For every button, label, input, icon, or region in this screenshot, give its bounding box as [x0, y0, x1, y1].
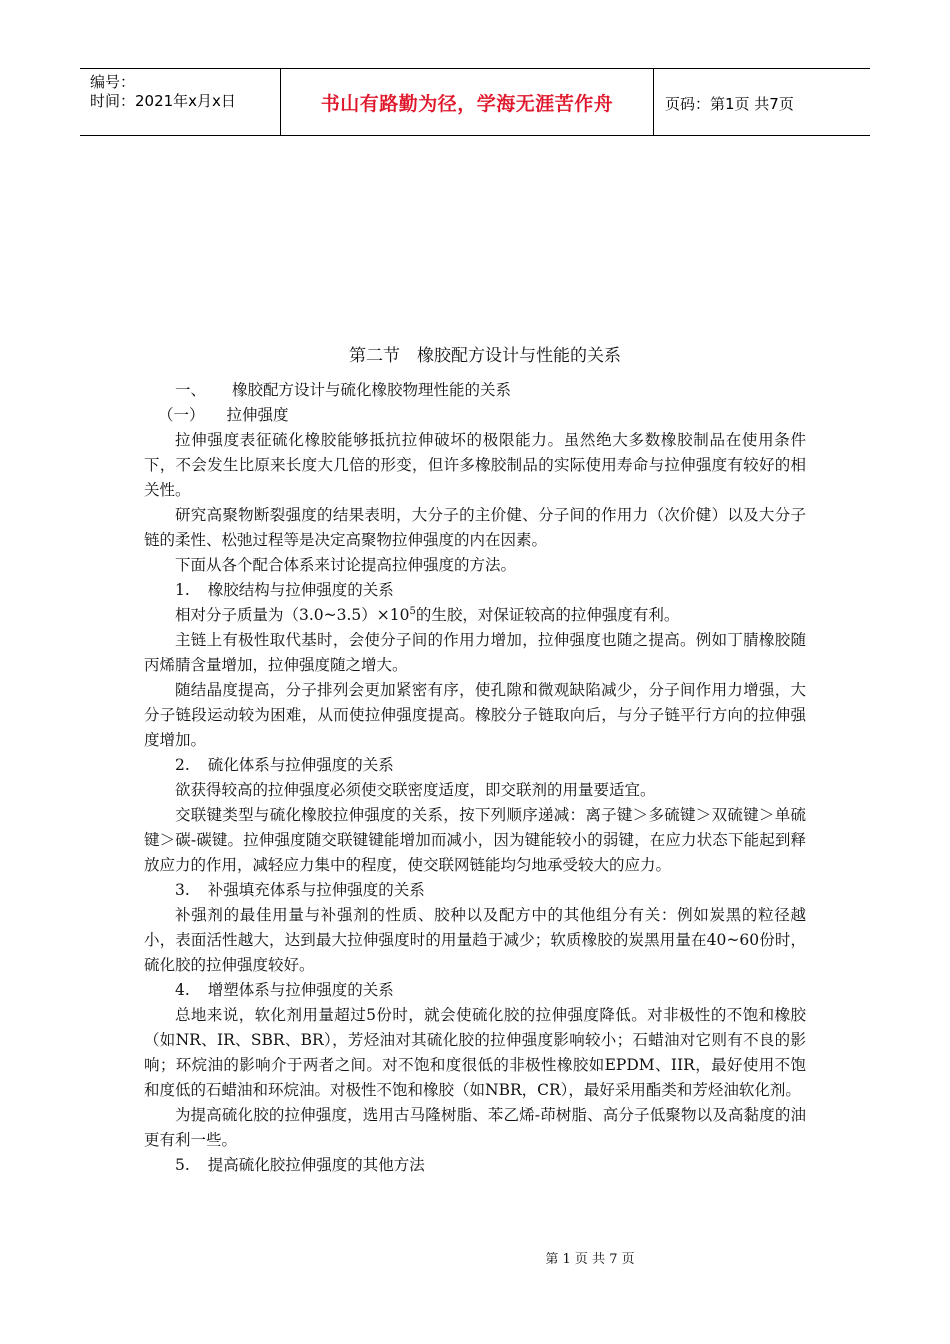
- paragraph: 交联键类型与硫化橡胶拉伸强度的关系，按下列顺序递减：离子键＞多硫键＞双硫键＞单硫键＞碳-碳键。拉伸强度随交联键键能增加而减小，因为键能较小的弱键，在应力状态下能起到释放应力的作用，减轻应力集中的程度，使交联网链能均匀地承受较大的应力。: [144, 806, 806, 874]
- item-heading-text: 橡胶结构与拉伸强度的关系: [207, 581, 394, 599]
- paragraph: 欲获得较高的拉伸强度必须使交联密度适度，即交联剂的用量要适宜。: [175, 781, 656, 799]
- item-number: 2.: [175, 756, 190, 774]
- item-heading-text: 提高硫化胶拉伸强度的其他方法: [207, 1156, 425, 1174]
- section-title: 第二节 橡胶配方设计与性能的关系: [349, 346, 621, 366]
- item-number: 4.: [175, 981, 190, 999]
- page-header: [80, 68, 870, 136]
- paragraph: 随结晶度提高，分子排列会更加紧密有序，使孔隙和微观缺陷减少，分子间作用力增强，大分子链段运动较为困难，从而使拉伸强度提高。橡胶分子链取向后，与分子链平行方向的拉伸强度增加。: [144, 681, 806, 749]
- numbered-heading-4: [144, 978, 806, 1003]
- paragraph-text: 相对分子质量为（3.0~3.5）×10: [175, 606, 410, 624]
- paragraph: 总地来说，软化剂用量超过5份时，就会使硫化胶的拉伸强度降低。对非极性的不饱和橡胶（如NR、IR、SBR、BR），芳烃油对其硫化胶的拉伸强度影响较小；石蜡油对它则有不良的影响；环烷油的影响介于两者之间。对不饱和度很低的非极性橡胶如EPDM、IIR，最好使用不饱和度低的石蜡油和环烷油。对极性不饱和橡胶（如NBR，CR），最好采用酯类和芳烃油软化剂。: [144, 1006, 806, 1099]
- numbered-heading-2: [144, 753, 806, 778]
- item-heading-text: 硫化体系与拉伸强度的关系: [207, 756, 394, 774]
- paragraph-text: 的生胶，对保证较高的拉伸强度有利。: [415, 606, 680, 624]
- paragraph: 研究高聚物断裂强度的结果表明，大分子的主价健、分子间的作用力（次价健）以及大分子链的柔性、松弛过程等是决定高聚物拉伸强度的内在因素。: [144, 506, 806, 549]
- subsection-heading-1: [144, 403, 806, 428]
- header-time-label: 时间：2021年x月x日: [90, 92, 236, 110]
- header-motto: 书山有路勤为径，学海无涯苦作舟: [280, 68, 654, 136]
- paragraph: 拉伸强度表征硫化橡胶能够抵抗拉伸破坏的极限能力。虽然绝大多数橡胶制品在使用条件下，不会发生比原来长度大几倍的形变，但许多橡胶制品的实际使用寿命与拉伸强度有较好的相关性。: [144, 431, 806, 499]
- item-number: 5.: [175, 1156, 190, 1174]
- document-body: [144, 343, 806, 1178]
- numbered-heading-3: [144, 878, 806, 903]
- exponent: 5: [409, 605, 416, 617]
- header-page-info: 页码：第1页 共7页: [665, 95, 794, 113]
- page-footer: 第 1 页 共 7 页: [545, 1252, 635, 1267]
- paragraph: 主链上有极性取代基时，会使分子间的作用力增加，拉伸强度也随之提高。例如丁腈橡胶随丙烯腈含量增加，拉伸强度随之增大。: [144, 631, 806, 674]
- paragraph-molecular-weight: [144, 603, 806, 628]
- section-heading-text: 橡胶配方设计与硫化橡胶物理性能的关系: [232, 381, 512, 399]
- section-heading-1: [144, 378, 806, 403]
- item-number: 1.: [175, 581, 190, 599]
- numbered-heading-1: [144, 578, 806, 603]
- subsection-heading-text: 拉伸强度: [226, 406, 289, 424]
- header-number-label: 编号：: [90, 73, 136, 91]
- item-heading-text: 补强填充体系与拉伸强度的关系: [207, 881, 425, 899]
- paragraph: 补强剂的最佳用量与补强剂的性质、胶种以及配方中的其他组分有关：例如炭黑的粒径越小，表面活性越大，达到最大拉伸强度时的用量趋于减少；软质橡胶的炭黑用量在40~60份时，硫化胶的拉伸强度较好。: [144, 906, 806, 974]
- paragraph: 为提高硫化胶的拉伸强度，选用古马隆树脂、苯乙烯-茚树脂、高分子低聚物以及高黏度的油更有利一些。: [144, 1106, 806, 1149]
- numbered-heading-5: [144, 1153, 806, 1178]
- section-number: 一、: [175, 381, 207, 399]
- item-heading-text: 增塑体系与拉伸强度的关系: [207, 981, 394, 999]
- subsection-number: （一）: [158, 406, 205, 424]
- paragraph: 下面从各个配合体系来讨论提高拉伸强度的方法。: [175, 556, 517, 574]
- header-meta: [90, 73, 236, 111]
- item-number: 3.: [175, 881, 190, 899]
